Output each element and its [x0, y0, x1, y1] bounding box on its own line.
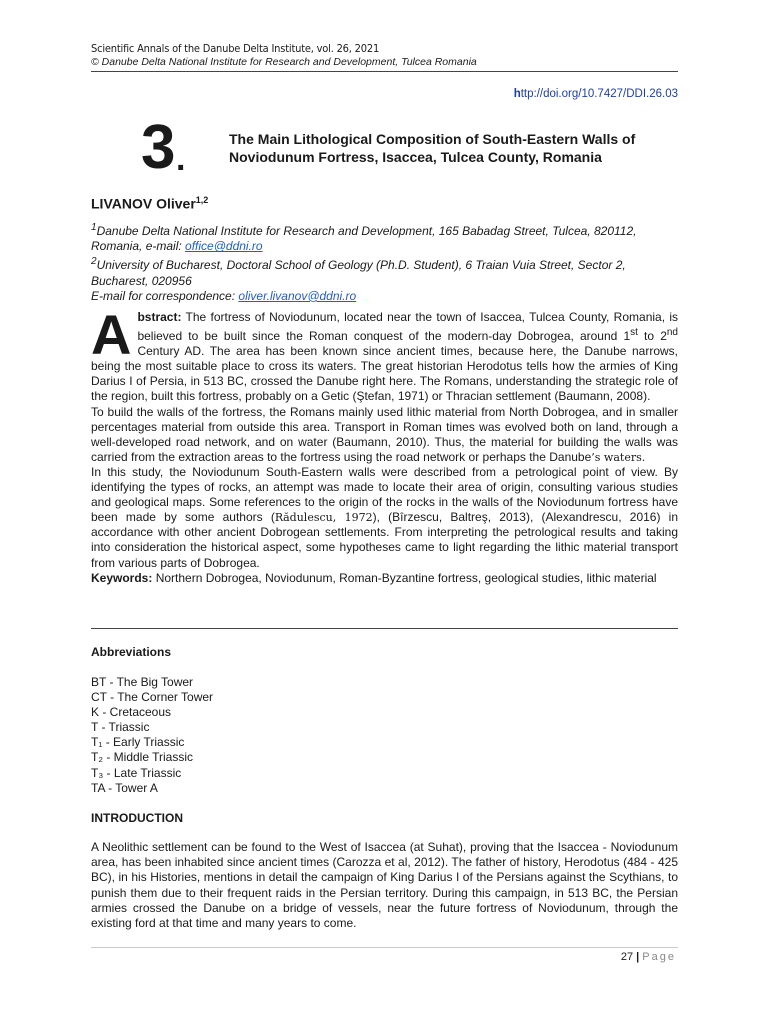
- header-divider: [91, 71, 678, 72]
- affil-1-text: Danube Delta National Institute for Research and Development, 165 Babadag Street, Tulcea, 820112, Romania, e-mail:: [91, 224, 637, 254]
- doi-rest[interactable]: ttp://doi.org/10.7427/DDI.26.03: [520, 88, 678, 100]
- journal-header: Scientific Annals of the Danube Delta Institute, vol. 26, 2021: [91, 42, 380, 55]
- keywords-text: Northern Dobrogea, Noviodunum, Roman-Byzantine fortress, geological studies, lithic material: [152, 570, 657, 585]
- abstract-p1-c: Century AD. The area has been known since ancient times, because here, the Danube narrows, being the most suitable place to cross its waters. The great historian Herodotus tells how the armies of King Darius I of Persia, in 513 BC, crossed the Danube right here. The Romans, understanding the strategic role of the region, built this fortress, probably on a Getic (Ştefan, 1971) or Thracian settlement (Baumann, 2008).: [91, 344, 678, 404]
- affiliation-2: [91, 254, 681, 288]
- chapter-dot: .: [176, 140, 186, 178]
- abstract-p2-b: ’s waters.: [591, 450, 646, 464]
- abstract-dropcap: A: [91, 303, 132, 366]
- paper-title: The Main Lithological Composition of South-Eastern Walls of Noviodunum Fortress, Isaccea, Tulcea County, Romania: [229, 131, 636, 165]
- abbreviation-item: T₁ - Early Triassic: [91, 735, 185, 750]
- abstract-p1-b: to 2: [637, 329, 667, 344]
- footer-divider: [91, 947, 678, 948]
- author-name: [91, 195, 208, 212]
- correspondence-email-link[interactable]: oliver.livanov@ddni.ro: [238, 288, 357, 303]
- page-footer: [621, 951, 676, 963]
- abstract-p1-sup2: nd: [666, 327, 678, 339]
- abbreviation-item: BT - The Big Tower: [91, 675, 194, 689]
- abbreviation-item: T₂ - Middle Triassic: [91, 750, 194, 765]
- abstract-p2-a: To build the walls of the fortress, the Romans mainly used lithic material from North Dobrogea, and in smaller percentages material from outside this area. Transport in Roman times was evolved both on land, through a well-developed road network, and on water (Baumann, 2010). Thus, the material for building the walls was carried from the extraction areas to the fortress using the road network or perhaps the Danube: [91, 404, 678, 464]
- keywords: [91, 571, 678, 586]
- abstract-paragraph-3: [91, 465, 678, 571]
- chapter-number: 3: [141, 113, 176, 182]
- abbreviation-item: T - Triassic: [91, 720, 150, 735]
- footer-separator: |: [633, 951, 643, 963]
- abstract: [91, 303, 679, 586]
- abstract-paragraph-2: [91, 405, 678, 465]
- introduction-text: A Neolithic settlement can be found to the West of Isaccea (at Suhat), proving that the Isaccea - Noviodunum area, has been inhabited since ancient times (Carozza et al, 2012). The father of history, Herodotus (484 - 425 BC), in his Histories, mentions in detail the campaign of King Darius I of the Persians against the Scythians, to punish them due to their frequent raids in the Persian territory. During this campaign, in 513 BC, the Persian armies crossed the Danube on a bridge of vessels, near the future fortress of Noviodunum, through the existing ford at that time and many years to come.: [91, 840, 678, 931]
- abbreviation-item: T₃ - Late Triassic: [91, 765, 182, 780]
- abbreviations-list: [91, 675, 213, 796]
- abstract-p1-sup1: st: [630, 327, 638, 339]
- abstract-lead: bstract:: [137, 310, 182, 324]
- correspondence-label: E-mail for correspondence:: [91, 288, 239, 303]
- affiliations: [91, 220, 681, 304]
- page-number: 27: [620, 951, 634, 963]
- introduction-heading: INTRODUCTION: [91, 811, 183, 825]
- doi-link[interactable]: [514, 88, 678, 100]
- correspondence: [91, 289, 681, 304]
- abstract-p3-b: ), (Bîrzescu, Baltreş, 2013), (Alexandrescu, 2016) in accordance with other ancient Dobrogean settlements. From interpreting the petrological results and taking into consideration the historical aspect, some hypotheses came to light regarding the lithic material transport from various parts of Dobrogea.: [91, 510, 679, 570]
- abstract-p1-a: The fortress of Noviodunum, located near the town of Isaccea, Tulcea County, Romania, is believed to be built since the Roman conquest of the modern-day Dobrogea, around 1: [137, 310, 678, 344]
- page-label: Page: [642, 951, 676, 963]
- abbreviation-item: K - Cretaceous: [91, 705, 172, 720]
- affil-1-email-link[interactable]: office@ddni.ro: [185, 239, 263, 254]
- author-affil-sup: 1,2: [195, 195, 209, 205]
- abbreviations-heading: Abbreviations: [91, 645, 172, 659]
- abbreviation-item: TA - Tower A: [91, 780, 158, 795]
- affil-1-sup: 1: [91, 222, 97, 233]
- affil-2-sup: 2: [91, 256, 97, 268]
- author-name-text: LIVANOV Oliver: [91, 195, 196, 212]
- copyright-line: © Danube Delta National Institute for Research and Development, Tulcea Romania: [91, 56, 477, 68]
- abstract-divider: [91, 628, 678, 629]
- abstract-paragraph-1: [91, 303, 678, 405]
- affil-2-text: University of Bucharest, Doctoral School of Geology (Ph.D. Student), 6 Traian Vuia Street, Sector 2, Bucharest, 020956: [91, 258, 626, 288]
- affiliation-1: [91, 220, 681, 254]
- keywords-label: Keywords:: [91, 570, 153, 585]
- abstract-p3-cite: Rădulescu, 1972: [274, 511, 373, 525]
- abbreviation-item: CT - The Corner Tower: [91, 690, 214, 705]
- doi-prefix[interactable]: h: [513, 88, 521, 100]
- abstract-p3-a: In this study, the Noviodunum South-Eastern walls were described from a petrological point of view. By identifying the types of rocks, an attempt was made to locate their area of origin, consulting various studies and geological maps. Some references to the origin of the rocks in the walls of the Noviodunum fortress have been made by some authors (: [91, 464, 678, 525]
